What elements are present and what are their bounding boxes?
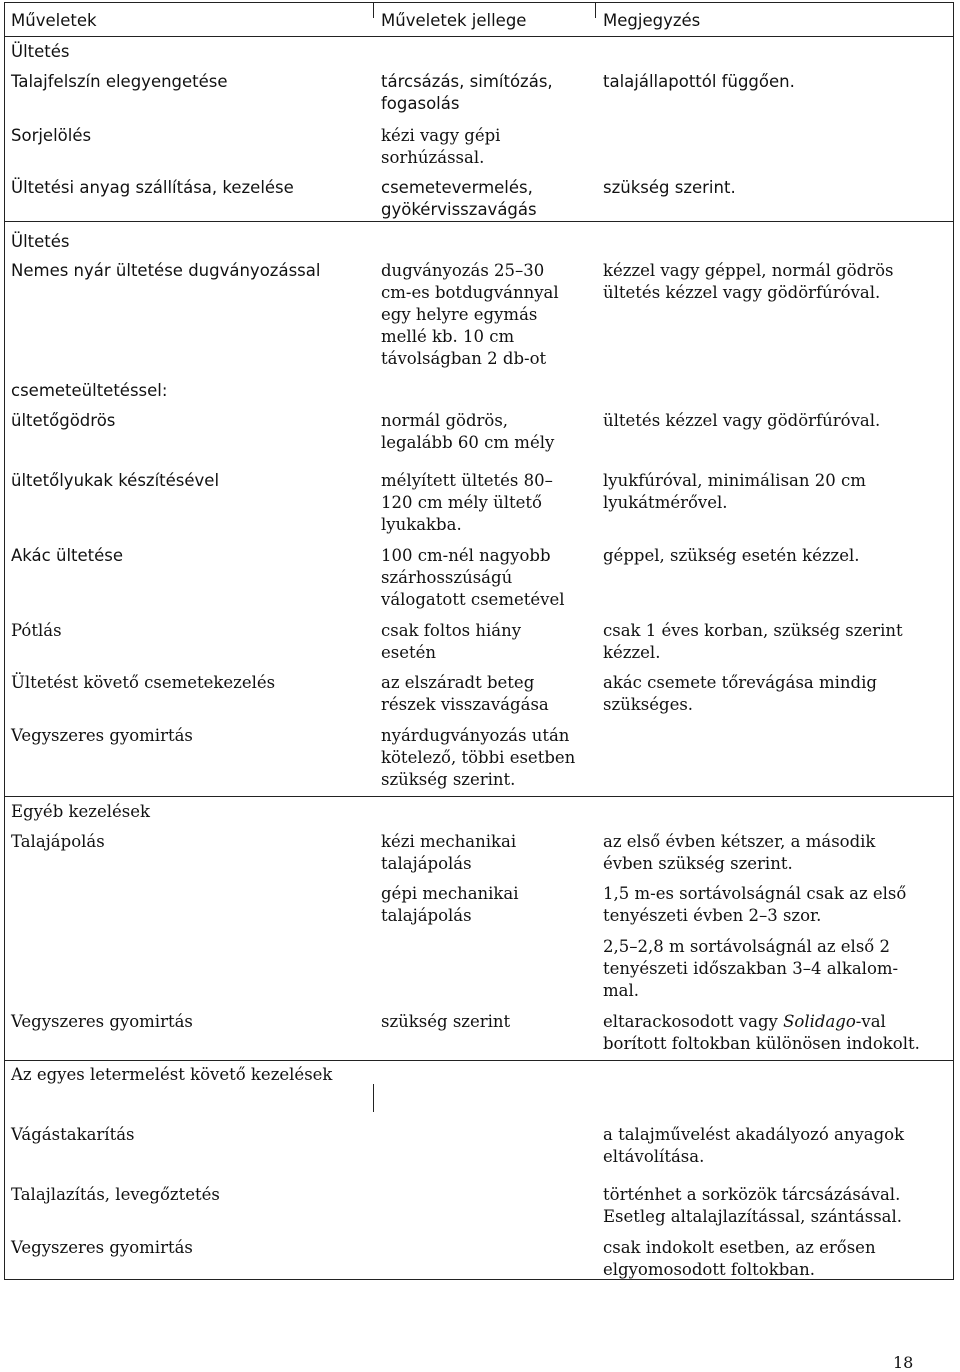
row-note: a talajművelést akadályozó anyagok eltávolítása. <box>603 1125 905 1166</box>
row-operation: Pótlás <box>11 621 62 640</box>
row-character: csemetevermelés, gyökérvisszavágás <box>381 178 537 219</box>
section-title-ultetes-2: Ültetés <box>11 232 70 251</box>
row-character: mélyített ültetés 80–120 cm mély ültető lyukakba. <box>381 471 553 534</box>
row-character: kézi mechanikai talajápolás <box>381 832 517 873</box>
row-operation: ültetőlyukak készítésével <box>11 471 220 490</box>
row-note: csak 1 éves korban, szükség szerint kézzel. <box>603 621 903 662</box>
row-operation: Vegyszeres gyomirtás <box>11 1238 193 1257</box>
row-note: kézzel vagy géppel, normál gödrös ültetés kézzel vagy gödörfúróval. <box>603 261 894 302</box>
section-title-letermeles: Az egyes letermelést követő kezelések <box>11 1065 333 1084</box>
column-divider-1 <box>373 2 374 18</box>
row-note: ültetés kézzel vagy gödörfúróval. <box>603 411 881 430</box>
section-rule-2 <box>4 796 954 797</box>
row-note: történhet a sorközök tárcsázásával. Esetleg altalajlazítással, szántással. <box>603 1185 903 1226</box>
column-divider-2 <box>595 2 596 18</box>
row-note: talajállapottól függően. <box>603 72 795 91</box>
row-note: csak indokolt esetben, az erősen elgyomosodott foltokban. <box>603 1238 876 1279</box>
row-character: normál gödrös, legalább 60 cm mély <box>381 411 555 452</box>
row-note: szükség szerint. <box>603 178 736 197</box>
row-operation: Talajápolás <box>11 832 105 851</box>
row-operation: Talajfelszín elegyengetése <box>11 72 228 91</box>
row-operation: Akác ültetése <box>11 546 124 565</box>
row-operation: Ültetési anyag szállítása, kezelése <box>11 178 294 197</box>
row-operation: Nemes nyár ültetése dugványozással <box>11 261 321 280</box>
row-note: 2,5–2,8 m sortávolságnál az első 2 tenyészeti időszakban 3–4 alkalom-mal. <box>603 937 899 1000</box>
row-character: kézi vagy gépi sorhúzással. <box>381 126 501 167</box>
row-operation: ültetőgödrös <box>11 411 116 430</box>
row-character: dugványozás 25–30 cm-es botdugvánnyal egy helyre egymás mellé kb. 10 cm távolságban 2 db-ot <box>381 261 559 368</box>
row-operation: Talajlazítás, levegőztetés <box>11 1185 220 1204</box>
row-character: szükség szerint <box>381 1012 511 1031</box>
row-note: az első évben kétszer, a második évben szükség szerint. <box>603 832 876 873</box>
row-operation: csemeteültetéssel: <box>11 381 168 400</box>
row-character: csak foltos hiány esetén <box>381 621 522 662</box>
page-number: 18 <box>893 1353 914 1372</box>
header-col1: Műveletek <box>11 11 97 30</box>
header-rule <box>4 36 954 37</box>
section-title-ultetes: Ültetés <box>11 42 70 61</box>
note-text: -val borított foltokban különösen indokolt. <box>603 1012 920 1053</box>
row-operation: Vegyszeres gyomirtás <box>11 726 193 745</box>
row-note: lyukfúróval, minimálisan 20 cm lyukátmérővel. <box>603 471 866 512</box>
row-note: 1,5 m-es sortávolságnál csak az első tenyészeti évben 2–3 szor. <box>603 884 907 925</box>
row-note <box>603 1011 948 1055</box>
row-character: az elszáradt beteg részek visszavágása <box>381 673 549 714</box>
row-operation: Vegyszeres gyomirtás <box>11 1012 193 1031</box>
row-note: géppel, szükség esetén kézzel. <box>603 546 860 565</box>
row-character: 100 cm-nél nagyobb szárhosszúságú válogatott csemetével <box>381 546 565 609</box>
row-operation: Ültetést követő csemetekezelés <box>11 673 276 692</box>
header-col2: Műveletek jellege <box>381 11 527 30</box>
row-operation: Vágástakarítás <box>11 1125 135 1144</box>
section-rule-3 <box>4 1060 954 1061</box>
row-character: gépi mechanikai talajápolás <box>381 884 519 925</box>
species-name: Solidago <box>783 1012 856 1031</box>
row-note: akác csemete tőrevágása mindig szükséges. <box>603 673 877 714</box>
row-character: nyárdugványozás után kötelező, többi esetben szükség szerint. <box>381 726 576 789</box>
column-divider-3 <box>373 1084 374 1112</box>
row-operation: Sorjelölés <box>11 126 92 145</box>
row-character: tárcsázás, simítózás, fogasolás <box>381 72 553 113</box>
section-title-egyeb: Egyéb kezelések <box>11 802 150 821</box>
note-text: eltarackosodott vagy <box>603 1012 784 1031</box>
section-rule-1 <box>4 221 954 222</box>
header-col3: Megjegyzés <box>603 11 701 30</box>
